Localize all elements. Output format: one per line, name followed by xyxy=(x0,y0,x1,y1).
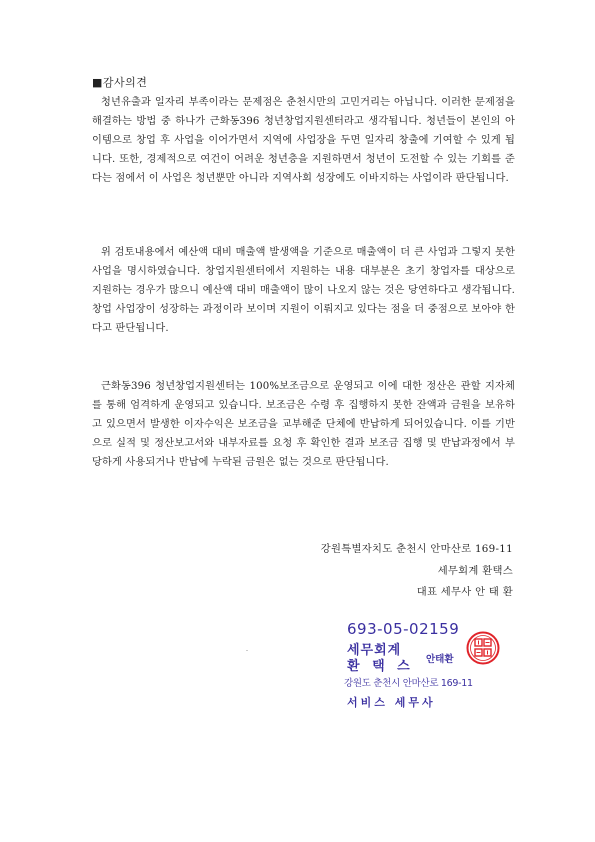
stamp-footer: 서비스 세무사 xyxy=(347,696,436,709)
signature-representative: 대표 세무사 안 태 환 xyxy=(416,586,513,598)
stamp-reg-number: 693-05-02159 xyxy=(347,620,460,638)
section-heading: ■감사의견 xyxy=(92,76,148,89)
stamp-owner: 안태환 xyxy=(426,654,454,665)
paragraph-3: 근화동396 청년창업지원센터는 100%보조금으로 운영되고 이에 대한 정산은 관할 지자체를 통해 엄격하게 운영되고 있습니다. 보조금은 수령 후 집행하지 못한 잔액과 금원을 보유하고 있으면서 발생한 이자수익은 보조금을 교부해준 단체에 반납하게 되어있습니다. 이를 기반으로 실적 및 정산보고서와 내부자료를 요청 후 확인한 결과 보조금 집행 및 반납과정에서 부당하게 사용되거나 반납에 누락된 금원은 없는 것으로 판단됩니다. xyxy=(92,381,515,468)
stamp-address: 강원도 춘천시 안마산로 169-11 xyxy=(344,678,473,689)
stamp-name-line1: 세무회계 xyxy=(347,643,402,658)
stamp-name-line2: 환 택 스 xyxy=(347,659,414,674)
signature-address: 강원특별자치도 춘천시 안마산로 169-11 xyxy=(320,543,513,555)
red-seal-icon xyxy=(466,631,500,665)
scan-speck xyxy=(246,650,248,651)
paragraph-1: 청년유출과 일자리 부족이라는 문제점은 춘천시만의 고민거리는 아닙니다. 이러한 문제점을 해결하는 방법 중 하나가 근화동396 청년창업지원센터라고 생각됩니다. 청년들이 본인의 아이템으로 창업 후 사업을 이어가면서 지역에 사업장을 두면 일자리 창출에 기여할 수 있게 됩니다. 또한, 경제적으로 여건이 어려운 청년층을 지원하면서 청년이 도전할 수 있는 기회를 준다는 점에서 이 사업은 청년뿐만 아니라 지역사회 성장에도 이바지하는 사업이라 판단됩니다. xyxy=(92,97,515,184)
paragraph-2: 위 검토내용에서 예산액 대비 매출액 발생액을 기준으로 매출액이 더 큰 사업과 그렇지 못한 사업을 명시하였습니다. 창업지원센터에서 지원하는 내용 대부분은 초기 창업자를 대상으로 지원하는 경우가 많으니 예산액 대비 매출액이 많이 나오지 않는 것은 당연하다고 생각됩니다. 창업 사업장이 성장하는 과정이라 보이며 지원이 이뤄지고 있다는 점을 더 중점으로 보아야 한다고 판단됩니다. xyxy=(92,247,515,334)
signature-firm: 세무회계 환택스 xyxy=(437,565,513,577)
